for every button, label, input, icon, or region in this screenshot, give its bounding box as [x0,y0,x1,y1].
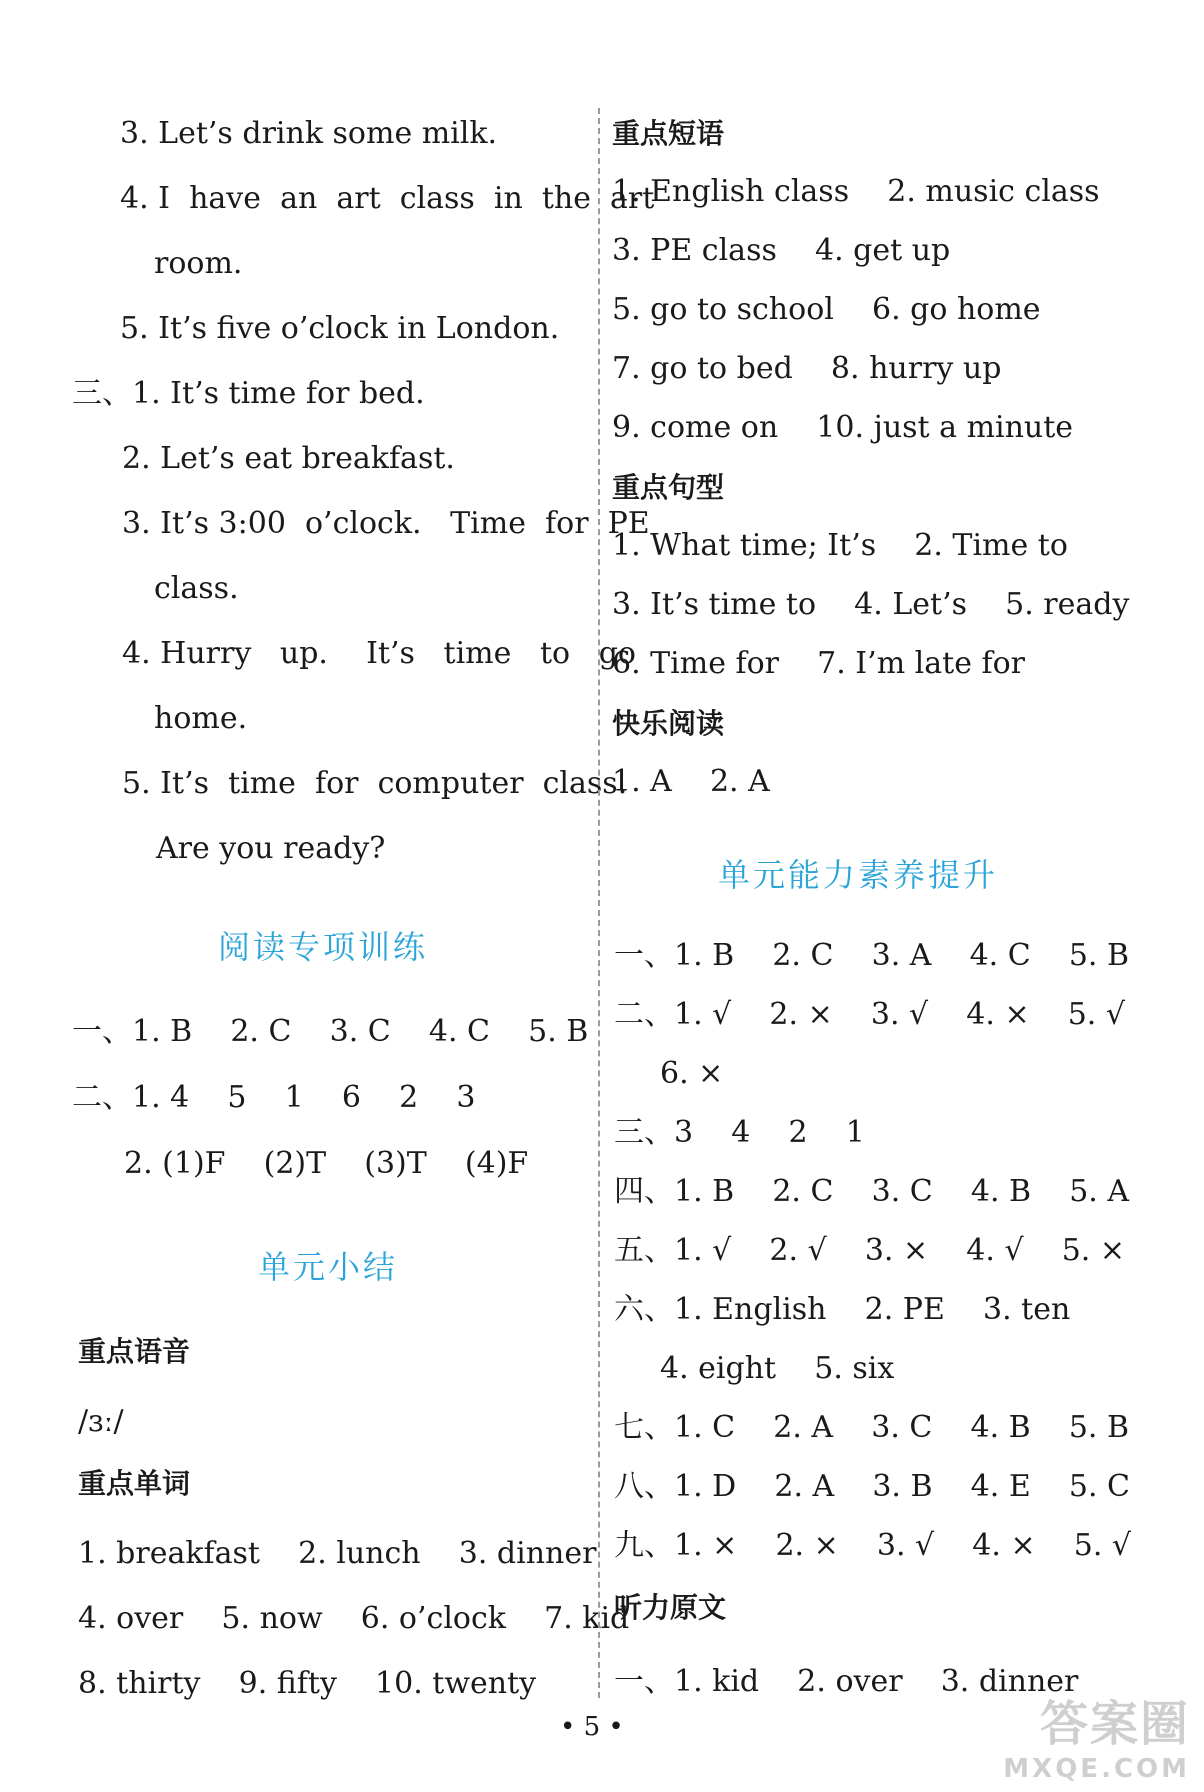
answer-line: 4. over 5. now 6. o’clock 7. kid [78,1601,630,1636]
answer-line: room. [154,246,243,281]
answer-line: 1. English class 2. music class [612,174,1100,209]
answer-line: 4. Hurry up. It’s time to go [122,636,636,671]
answer-line: 二、1. 4 5 1 6 2 3 [72,1080,476,1115]
subheading-listening-script: 听力原文 [614,1591,727,1624]
answer-line: 3. It’s time to 4. Let’s 5. ready [612,587,1130,622]
answer-line: 5. It’s five o’clock in London. [120,311,560,346]
answer-line: 4. I have an art class in the art [120,181,655,216]
subheading-key-words: 重点单词 [78,1467,191,1500]
answer-line: 1. A 2. A [612,764,770,799]
answer-line: 一、1. B 2. C 3. C 4. C 5. B [72,1014,589,1049]
answer-line: 1. breakfast 2. lunch 3. dinner [78,1536,597,1571]
answer-line: 九、1. × 2. × 3. √ 4. × 5. √ [614,1528,1132,1563]
answer-line: 四、1. B 2. C 3. C 4. B 5. A [614,1174,1130,1209]
answer-line: 2. (1)F (2)T (3)T (4)F [124,1146,529,1181]
answer-line: 八、1. D 2. A 3. B 4. E 5. C [614,1469,1130,1504]
section-heading-unit-summary: 单元小结 [258,1248,399,1286]
answer-line: 3. It’s 3:00 o’clock. Time for PE [122,506,650,541]
answer-line: 一、1. B 2. C 3. A 4. C 5. B [614,938,1130,973]
answer-line: 六、1. English 2. PE 3. ten [614,1292,1071,1327]
answer-line: 五、1. √ 2. √ 3. × 4. √ 5. × [614,1233,1125,1268]
section-heading-unit-ability: 单元能力素养提升 [718,856,999,894]
answer-line: 5. go to school 6. go home [612,292,1041,327]
section-three-line: 三、1. It’s time for bed. [72,376,425,411]
answer-line: 二、1. √ 2. × 3. √ 4. × 5. √ [614,997,1125,1032]
watermark-logo [1003,1685,1190,1784]
watermark-url: MXQE.COM [1003,1754,1190,1784]
answer-line: 6. × [660,1056,724,1091]
answer-line: 一、1. kid 2. over 3. dinner [614,1664,1079,1699]
answer-line: 6. Time for 7. I’m late for [612,646,1026,681]
answer-line: home. [154,701,248,736]
answer-line: 1. What time; It’s 2. Time to [612,528,1068,563]
watermark-text: 答案圈 [1039,1696,1190,1752]
answer-line: 三、3 4 2 1 [614,1115,865,1150]
answer-line: 9. come on 10. just a minute [612,410,1074,445]
answer-line: 七、1. C 2. A 3. C 4. B 5. B [614,1410,1130,1445]
page-number: • 5 • [560,1712,624,1742]
subheading-happy-reading: 快乐阅读 [612,707,725,740]
subheading-key-phrases: 重点短语 [612,117,725,150]
column-divider [598,108,600,1698]
answer-line: 8. thirty 9. fifty 10. twenty [78,1666,537,1701]
answer-line: 7. go to bed 8. hurry up [612,351,1002,386]
phonics-symbol: /ɜː/ [78,1404,124,1439]
answer-line: 3. PE class 4. get up [612,233,951,268]
answer-line: class. [154,571,239,606]
answer-line: 5. It’s time for computer class. [122,766,628,801]
answer-line: 3. Let’s drink some milk. [120,116,498,151]
answer-line: 2. Let’s eat breakfast. [122,441,455,476]
section-heading-reading-training: 阅读专项训练 [218,928,429,966]
answer-line: Are you ready? [156,831,386,866]
subheading-key-phonics: 重点语音 [78,1335,191,1368]
subheading-key-sentences: 重点句型 [612,471,725,504]
answer-line: 4. eight 5. six [660,1351,895,1386]
